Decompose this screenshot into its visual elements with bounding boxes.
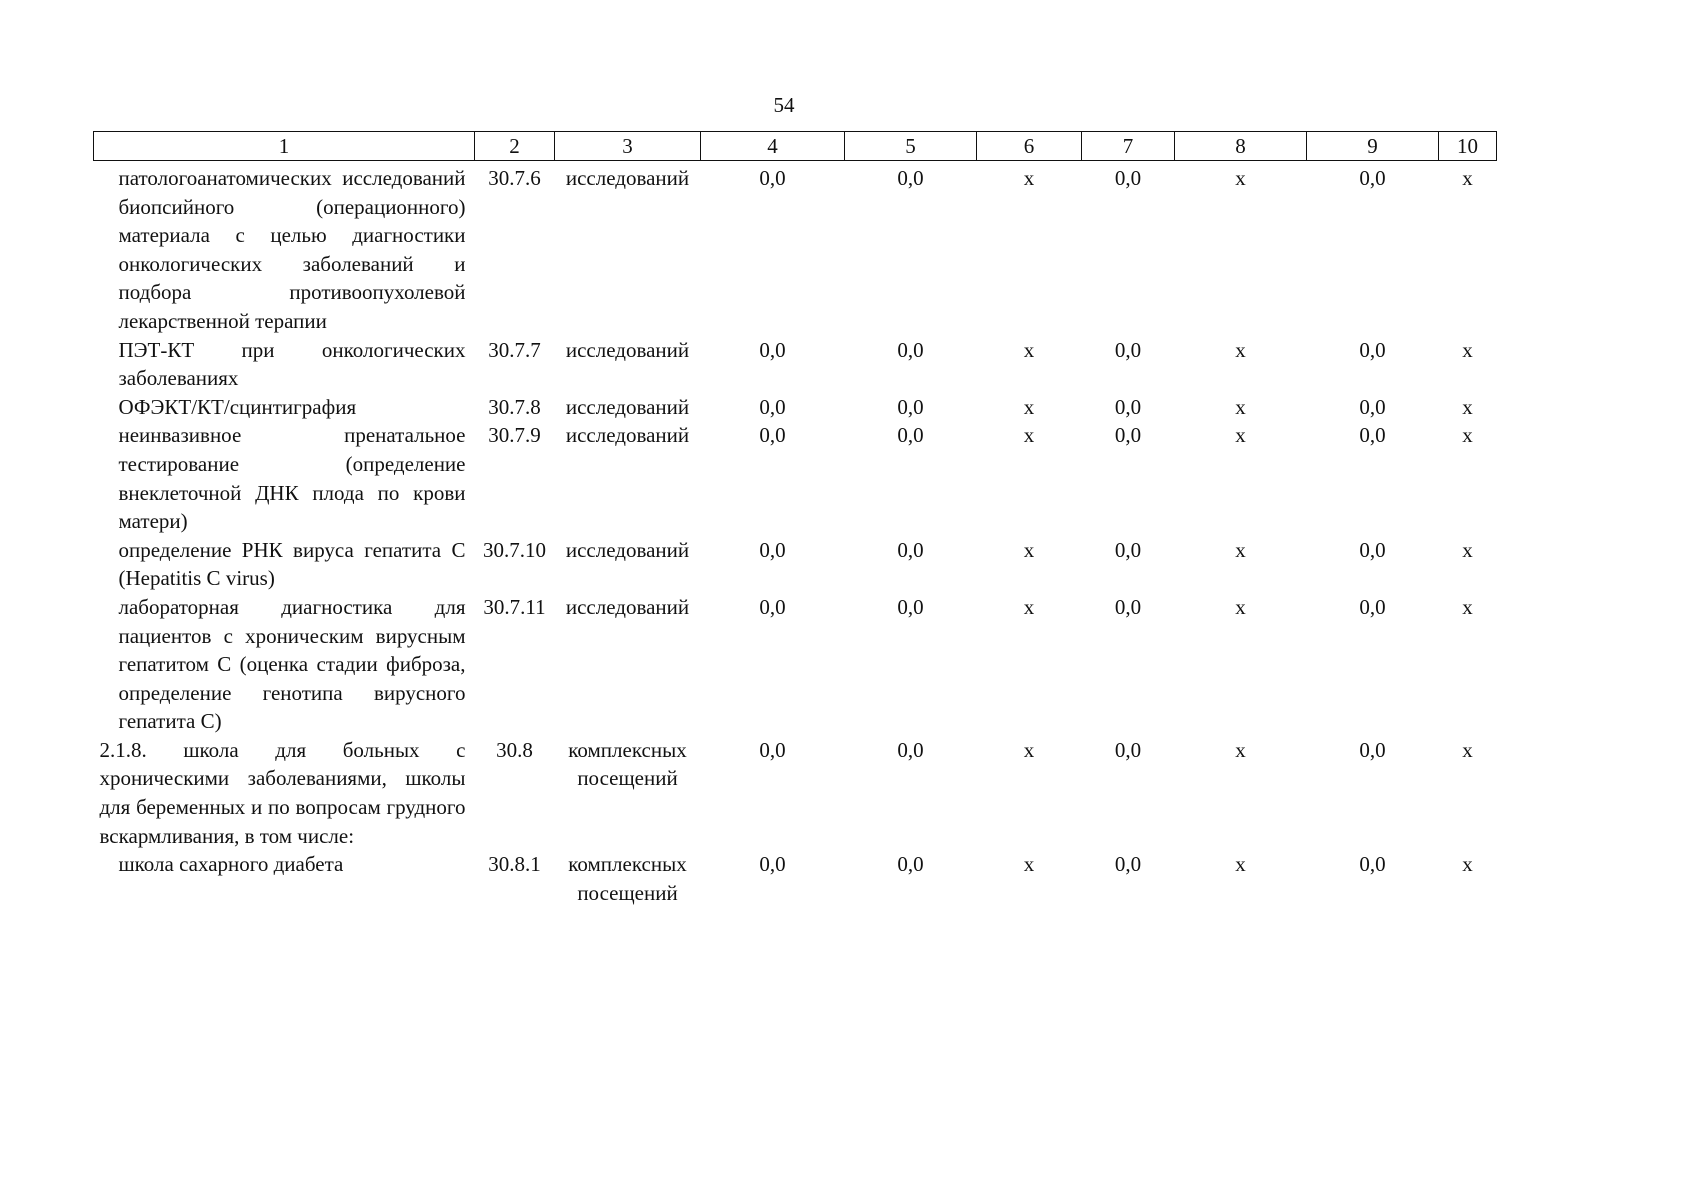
cell-col8: х — [1235, 423, 1246, 448]
cell-col8: х — [1235, 594, 1246, 619]
cell-col9: 0,0 — [1359, 737, 1386, 762]
row-unit: комплексных посещений — [568, 737, 687, 791]
cell-col8: х — [1235, 737, 1246, 762]
cell-col9: 0,0 — [1359, 166, 1386, 190]
cell-col10: х — [1462, 594, 1473, 619]
table-row — [94, 393, 1497, 422]
column-header: 6 — [977, 132, 1082, 161]
cell-col7: 0,0 — [1114, 737, 1142, 762]
cell-col6: х — [1023, 166, 1035, 190]
cell-col5: 0,0 — [897, 537, 924, 562]
row-name: неинвазивное пренатальное тестирование (определение внеклеточной ДНК плода по крови матери) — [118, 423, 466, 534]
cell-col10: х — [1462, 737, 1473, 762]
cell-col6: х — [1023, 852, 1035, 877]
cell-col5: 0,0 — [897, 337, 924, 362]
cell-col5: 0,0 — [897, 594, 924, 619]
column-header: 1 — [94, 132, 475, 161]
row-name: определение РНК вируса гепатита С (Hepatitis C virus) — [118, 537, 466, 591]
column-header: 10 — [1439, 132, 1497, 161]
cell-col10: х — [1462, 852, 1473, 877]
column-header: 9 — [1307, 132, 1439, 161]
cell-col6: х — [1023, 423, 1035, 448]
page-number: 54 — [773, 93, 795, 117]
cell-col8: х — [1235, 394, 1246, 419]
cell-col9: 0,0 — [1359, 537, 1386, 562]
row-unit: исследований — [565, 537, 690, 562]
cell-col7: 0,0 — [1114, 852, 1142, 877]
cell-col7: 0,0 — [1114, 423, 1142, 448]
cell-col4: 0,0 — [759, 394, 786, 419]
cell-col10: х — [1462, 537, 1473, 562]
cell-col5: 0,0 — [897, 423, 924, 448]
cell-col9: 0,0 — [1359, 394, 1386, 419]
column-header: 2 — [475, 132, 555, 161]
row-code: 30.7.7 — [488, 337, 541, 362]
column-header: 8 — [1175, 132, 1307, 161]
row-unit: исследований — [565, 594, 690, 619]
cell-col7: 0,0 — [1114, 337, 1142, 362]
row-unit: исследований — [565, 166, 690, 190]
cell-col6: х — [1023, 594, 1035, 619]
cell-col4: 0,0 — [759, 337, 786, 362]
cell-col10: х — [1462, 423, 1473, 448]
row-name: школа сахарного диабета — [118, 852, 344, 877]
row-name: лабораторная диагностика для пациентов с хроническим вирусным гепатитом С (оценка стадии фиброза, определение генотипа вирусного гепатита С) — [118, 594, 466, 734]
table-row — [94, 593, 1497, 736]
cell-col9: 0,0 — [1359, 337, 1386, 362]
cell-col5: 0,0 — [897, 852, 924, 877]
column-header: 7 — [1082, 132, 1175, 161]
cell-col7: 0,0 — [1114, 394, 1142, 419]
cell-col6: х — [1023, 537, 1035, 562]
row-code: 30.8 — [496, 737, 533, 762]
column-header: 5 — [845, 132, 977, 161]
cell-col6: х — [1023, 737, 1035, 762]
table-row — [94, 536, 1497, 593]
row-code: 30.8.1 — [488, 852, 541, 877]
cell-col9: 0,0 — [1359, 852, 1386, 877]
row-unit: комплексных посещений — [568, 852, 687, 905]
row-unit: исследований — [565, 423, 690, 448]
cell-col8: х — [1235, 852, 1246, 877]
cell-col7: 0,0 — [1114, 166, 1142, 190]
cell-col10: х — [1462, 337, 1473, 362]
cell-col5: 0,0 — [897, 166, 924, 190]
cell-col5: 0,0 — [897, 394, 924, 419]
cell-col8: х — [1235, 166, 1246, 190]
cell-col6: х — [1023, 337, 1035, 362]
cell-col4: 0,0 — [759, 594, 786, 619]
row-code: 30.7.11 — [483, 594, 546, 619]
cell-col8: х — [1235, 337, 1246, 362]
cell-col4: 0,0 — [759, 166, 786, 190]
table-header-row — [94, 132, 1497, 161]
cell-col4: 0,0 — [759, 737, 786, 762]
row-code: 30.7.10 — [483, 537, 546, 562]
cell-col10: х — [1462, 166, 1473, 190]
cell-col4: 0,0 — [759, 423, 786, 448]
row-name: ПЭТ-КТ при онкологических заболеваниях — [118, 337, 466, 391]
row-name: ОФЭКТ/КТ/сцинтиграфия — [118, 394, 357, 419]
column-header: 3 — [555, 132, 701, 161]
cell-col5: 0,0 — [897, 737, 924, 762]
table-row — [94, 736, 1497, 850]
table-row — [94, 850, 1497, 907]
row-code: 30.7.6 — [488, 166, 541, 190]
cell-col7: 0,0 — [1114, 594, 1142, 619]
row-name: патологоанатомических исследований биопсийного (операционного) материала с целью диагностики онкологических заболеваний и подбора противоопухолевой лекарственной терапии — [118, 166, 466, 333]
cell-col4: 0,0 — [759, 537, 786, 562]
column-header: 4 — [701, 132, 845, 161]
cell-col7: 0,0 — [1114, 537, 1142, 562]
cell-col6: х — [1023, 394, 1035, 419]
cell-col10: х — [1462, 394, 1473, 419]
row-unit: исследований — [565, 337, 690, 362]
data-table — [93, 131, 1497, 907]
cell-col9: 0,0 — [1359, 423, 1386, 448]
row-unit: исследований — [565, 394, 690, 419]
row-code: 30.7.8 — [488, 394, 541, 419]
cell-col8: х — [1235, 537, 1246, 562]
row-code: 30.7.9 — [488, 423, 541, 448]
row-name: 2.1.8. школа для больных с хроническими заболеваниями, школы для беременных и по вопросам грудного вскармливания, в том числе: — [99, 737, 466, 848]
table-row — [94, 421, 1497, 535]
cell-col4: 0,0 — [759, 852, 786, 877]
cell-col9: 0,0 — [1359, 594, 1386, 619]
table-row — [94, 161, 1497, 336]
table-row — [94, 336, 1497, 393]
